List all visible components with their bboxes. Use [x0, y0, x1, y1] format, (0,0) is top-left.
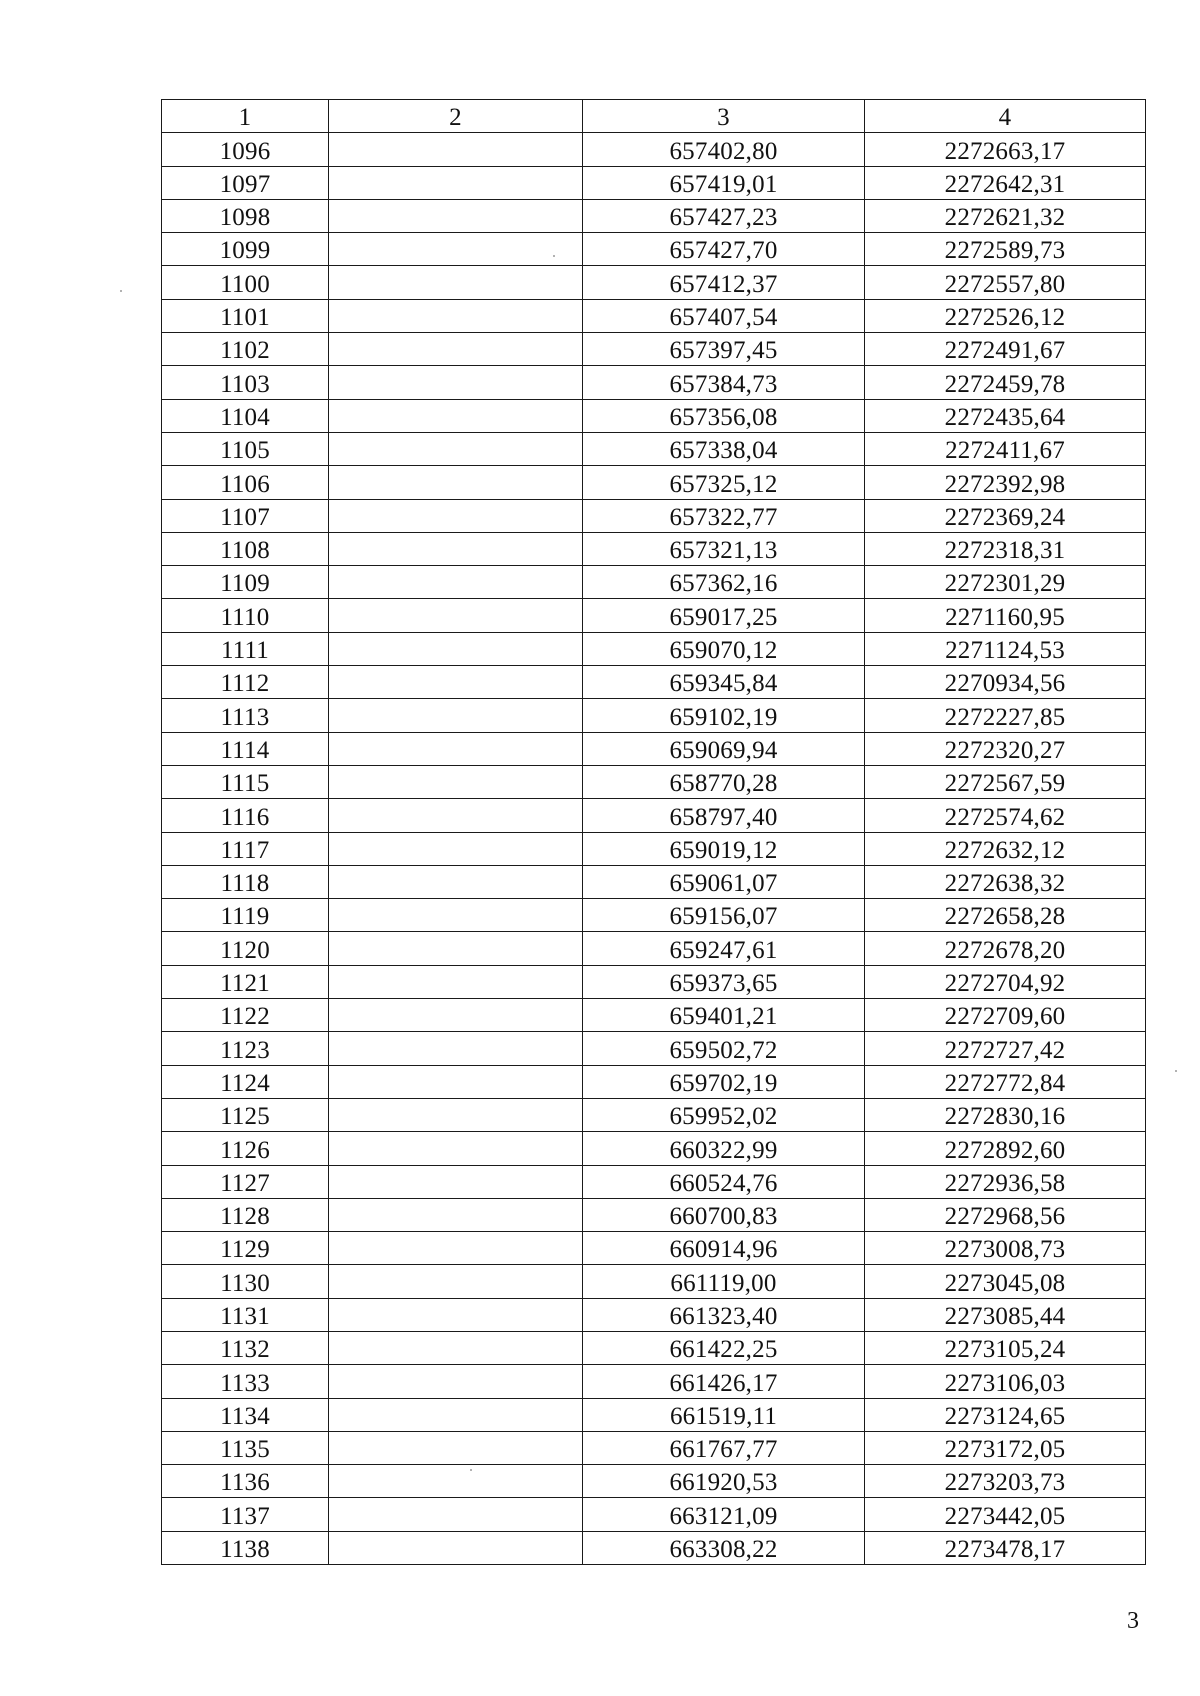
table-row [162, 1398, 1146, 1431]
x-coordinate-cell: 663121,09 [583, 1498, 865, 1531]
table-row [162, 1098, 1146, 1131]
scan-speck [1175, 1070, 1177, 1072]
scan-speck [120, 290, 122, 292]
point-number-cell: 1110 [162, 599, 329, 632]
empty-cell [329, 865, 583, 898]
table-row [162, 1265, 1146, 1298]
x-coordinate-cell: 661426,17 [583, 1365, 865, 1398]
empty-cell [329, 832, 583, 865]
empty-cell [329, 799, 583, 832]
x-coordinate-cell: 657321,13 [583, 532, 865, 565]
x-coordinate-cell: 657384,73 [583, 366, 865, 399]
table-row [162, 532, 1146, 565]
point-number-cell: 1132 [162, 1331, 329, 1364]
point-number-cell: 1133 [162, 1365, 329, 1398]
empty-cell [329, 699, 583, 732]
point-number-cell: 1127 [162, 1165, 329, 1198]
y-coordinate-cell: 2272227,85 [865, 699, 1146, 732]
empty-cell [329, 1198, 583, 1231]
table-row [162, 765, 1146, 798]
empty-cell [329, 532, 583, 565]
x-coordinate-cell: 657362,16 [583, 566, 865, 599]
point-number-cell: 1103 [162, 366, 329, 399]
empty-cell [329, 1331, 583, 1364]
table-row [162, 965, 1146, 998]
x-coordinate-cell: 657322,77 [583, 499, 865, 532]
scan-speck [470, 1469, 472, 1471]
point-number-cell: 1108 [162, 532, 329, 565]
y-coordinate-cell: 2273203,73 [865, 1465, 1146, 1498]
point-number-cell: 1125 [162, 1098, 329, 1131]
table-row [162, 1298, 1146, 1331]
x-coordinate-cell: 660524,76 [583, 1165, 865, 1198]
y-coordinate-cell: 2272318,31 [865, 532, 1146, 565]
x-coordinate-cell: 659502,72 [583, 1032, 865, 1065]
y-coordinate-cell: 2272772,84 [865, 1065, 1146, 1098]
point-number-cell: 1128 [162, 1198, 329, 1231]
point-number-cell: 1104 [162, 399, 329, 432]
point-number-cell: 1107 [162, 499, 329, 532]
x-coordinate-cell: 661920,53 [583, 1465, 865, 1498]
x-coordinate-cell: 660914,96 [583, 1232, 865, 1265]
x-coordinate-cell: 659702,19 [583, 1065, 865, 1098]
x-coordinate-cell: 657419,01 [583, 166, 865, 199]
x-coordinate-cell: 657325,12 [583, 466, 865, 499]
table-row [162, 199, 1146, 232]
y-coordinate-cell: 2272678,20 [865, 932, 1146, 965]
header-cell-1: 1 [162, 100, 329, 133]
x-coordinate-cell: 661422,25 [583, 1331, 865, 1364]
y-coordinate-cell: 2273124,65 [865, 1398, 1146, 1431]
x-coordinate-cell: 659952,02 [583, 1098, 865, 1131]
y-coordinate-cell: 2272557,80 [865, 266, 1146, 299]
y-coordinate-cell: 2273008,73 [865, 1232, 1146, 1265]
y-coordinate-cell: 2272968,56 [865, 1198, 1146, 1231]
y-coordinate-cell: 2272526,12 [865, 299, 1146, 332]
empty-cell [329, 1065, 583, 1098]
table-row [162, 266, 1146, 299]
point-number-cell: 1119 [162, 899, 329, 932]
x-coordinate-cell: 658797,40 [583, 799, 865, 832]
y-coordinate-cell: 2272589,73 [865, 233, 1146, 266]
empty-cell [329, 499, 583, 532]
y-coordinate-cell: 2272491,67 [865, 333, 1146, 366]
x-coordinate-cell: 659102,19 [583, 699, 865, 732]
point-number-cell: 1121 [162, 965, 329, 998]
table-row [162, 399, 1146, 432]
point-number-cell: 1137 [162, 1498, 329, 1531]
table-row [162, 1132, 1146, 1165]
x-coordinate-cell: 657338,04 [583, 432, 865, 465]
scan-speck [553, 255, 555, 257]
empty-cell [329, 1398, 583, 1431]
table-row [162, 932, 1146, 965]
y-coordinate-cell: 2270934,56 [865, 666, 1146, 699]
x-coordinate-cell: 659373,65 [583, 965, 865, 998]
x-coordinate-cell: 659156,07 [583, 899, 865, 932]
point-number-cell: 1111 [162, 632, 329, 665]
table-row [162, 366, 1146, 399]
y-coordinate-cell: 2273105,24 [865, 1331, 1146, 1364]
point-number-cell: 1123 [162, 1032, 329, 1065]
point-number-cell: 1117 [162, 832, 329, 865]
y-coordinate-cell: 2273172,05 [865, 1431, 1146, 1464]
empty-cell [329, 133, 583, 166]
empty-cell [329, 632, 583, 665]
empty-cell [329, 399, 583, 432]
header-cell-2: 2 [329, 100, 583, 133]
table-row [162, 1232, 1146, 1265]
y-coordinate-cell: 2272301,29 [865, 566, 1146, 599]
x-coordinate-cell: 659017,25 [583, 599, 865, 632]
table-row [162, 799, 1146, 832]
x-coordinate-cell: 659345,84 [583, 666, 865, 699]
y-coordinate-cell: 2273478,17 [865, 1531, 1146, 1564]
y-coordinate-cell: 2272435,64 [865, 399, 1146, 432]
y-coordinate-cell: 2272621,32 [865, 199, 1146, 232]
empty-cell [329, 1365, 583, 1398]
x-coordinate-cell: 659061,07 [583, 865, 865, 898]
empty-cell [329, 466, 583, 499]
table-row [162, 666, 1146, 699]
table-row [162, 1331, 1146, 1364]
point-number-cell: 1135 [162, 1431, 329, 1464]
table-row [162, 133, 1146, 166]
y-coordinate-cell: 2272830,16 [865, 1098, 1146, 1131]
x-coordinate-cell: 659070,12 [583, 632, 865, 665]
table-row [162, 1498, 1146, 1531]
table-row [162, 899, 1146, 932]
x-coordinate-cell: 661119,00 [583, 1265, 865, 1298]
point-number-cell: 1102 [162, 333, 329, 366]
y-coordinate-cell: 2272567,59 [865, 765, 1146, 798]
y-coordinate-cell: 2272638,32 [865, 865, 1146, 898]
table-row [162, 233, 1146, 266]
table-row [162, 832, 1146, 865]
y-coordinate-cell: 2273106,03 [865, 1365, 1146, 1398]
y-coordinate-cell: 2272892,60 [865, 1132, 1146, 1165]
empty-cell [329, 899, 583, 932]
point-number-cell: 1122 [162, 999, 329, 1032]
point-number-cell: 1116 [162, 799, 329, 832]
table-row [162, 699, 1146, 732]
point-number-cell: 1101 [162, 299, 329, 332]
point-number-cell: 1100 [162, 266, 329, 299]
empty-cell [329, 999, 583, 1032]
point-number-cell: 1097 [162, 166, 329, 199]
empty-cell [329, 166, 583, 199]
empty-cell [329, 1165, 583, 1198]
table-row [162, 1165, 1146, 1198]
y-coordinate-cell: 2273085,44 [865, 1298, 1146, 1331]
empty-cell [329, 1431, 583, 1464]
y-coordinate-cell: 2272369,24 [865, 499, 1146, 532]
y-coordinate-cell: 2272704,92 [865, 965, 1146, 998]
empty-cell [329, 1032, 583, 1065]
point-number-cell: 1138 [162, 1531, 329, 1564]
empty-cell [329, 765, 583, 798]
point-number-cell: 1126 [162, 1132, 329, 1165]
point-number-cell: 1113 [162, 699, 329, 732]
x-coordinate-cell: 659401,21 [583, 999, 865, 1032]
table-row [162, 1198, 1146, 1231]
point-number-cell: 1120 [162, 932, 329, 965]
table-row [162, 299, 1146, 332]
table-row [162, 566, 1146, 599]
x-coordinate-cell: 657412,37 [583, 266, 865, 299]
point-number-cell: 1105 [162, 432, 329, 465]
point-number-cell: 1099 [162, 233, 329, 266]
point-number-cell: 1096 [162, 133, 329, 166]
x-coordinate-cell: 659069,94 [583, 732, 865, 765]
table-row [162, 466, 1146, 499]
empty-cell [329, 599, 583, 632]
header-cell-4: 4 [865, 100, 1146, 133]
table-row [162, 732, 1146, 765]
coordinates-table [161, 99, 1146, 1565]
empty-cell [329, 666, 583, 699]
empty-cell [329, 1465, 583, 1498]
point-number-cell: 1112 [162, 666, 329, 699]
table-row [162, 166, 1146, 199]
x-coordinate-cell: 657402,80 [583, 133, 865, 166]
x-coordinate-cell: 661767,77 [583, 1431, 865, 1464]
table-row [162, 333, 1146, 366]
point-number-cell: 1131 [162, 1298, 329, 1331]
x-coordinate-cell: 659019,12 [583, 832, 865, 865]
x-coordinate-cell: 661323,40 [583, 1298, 865, 1331]
empty-cell [329, 932, 583, 965]
table-row [162, 1032, 1146, 1065]
x-coordinate-cell: 660322,99 [583, 1132, 865, 1165]
point-number-cell: 1098 [162, 199, 329, 232]
empty-cell [329, 366, 583, 399]
x-coordinate-cell: 658770,28 [583, 765, 865, 798]
table-row [162, 999, 1146, 1032]
y-coordinate-cell: 2271160,95 [865, 599, 1146, 632]
point-number-cell: 1134 [162, 1398, 329, 1431]
empty-cell [329, 233, 583, 266]
table-row [162, 1365, 1146, 1398]
x-coordinate-cell: 657397,45 [583, 333, 865, 366]
y-coordinate-cell: 2272574,62 [865, 799, 1146, 832]
empty-cell [329, 432, 583, 465]
y-coordinate-cell: 2271124,53 [865, 632, 1146, 665]
point-number-cell: 1115 [162, 765, 329, 798]
y-coordinate-cell: 2272663,17 [865, 133, 1146, 166]
y-coordinate-cell: 2273045,08 [865, 1265, 1146, 1298]
table-row [162, 1531, 1146, 1564]
page-number: 3 [1127, 1608, 1139, 1634]
y-coordinate-cell: 2272642,31 [865, 166, 1146, 199]
y-coordinate-cell: 2272727,42 [865, 1032, 1146, 1065]
header-row [162, 100, 1146, 133]
point-number-cell: 1106 [162, 466, 329, 499]
x-coordinate-cell: 661519,11 [583, 1398, 865, 1431]
empty-cell [329, 1232, 583, 1265]
point-number-cell: 1114 [162, 732, 329, 765]
y-coordinate-cell: 2272411,67 [865, 432, 1146, 465]
x-coordinate-cell: 657427,23 [583, 199, 865, 232]
x-coordinate-cell: 657407,54 [583, 299, 865, 332]
y-coordinate-cell: 2272658,28 [865, 899, 1146, 932]
empty-cell [329, 199, 583, 232]
x-coordinate-cell: 663308,22 [583, 1531, 865, 1564]
empty-cell [329, 1531, 583, 1564]
empty-cell [329, 965, 583, 998]
empty-cell [329, 1098, 583, 1131]
empty-cell [329, 299, 583, 332]
header-cell-3: 3 [583, 100, 865, 133]
y-coordinate-cell: 2272936,58 [865, 1165, 1146, 1198]
point-number-cell: 1130 [162, 1265, 329, 1298]
point-number-cell: 1129 [162, 1232, 329, 1265]
empty-cell [329, 266, 583, 299]
x-coordinate-cell: 657427,70 [583, 233, 865, 266]
empty-cell [329, 1132, 583, 1165]
table-row [162, 1065, 1146, 1098]
table-row [162, 499, 1146, 532]
point-number-cell: 1136 [162, 1465, 329, 1498]
empty-cell [329, 1265, 583, 1298]
point-number-cell: 1118 [162, 865, 329, 898]
empty-cell [329, 1298, 583, 1331]
empty-cell [329, 732, 583, 765]
y-coordinate-cell: 2272709,60 [865, 999, 1146, 1032]
point-number-cell: 1109 [162, 566, 329, 599]
y-coordinate-cell: 2272392,98 [865, 466, 1146, 499]
table-row [162, 1465, 1146, 1498]
y-coordinate-cell: 2272459,78 [865, 366, 1146, 399]
y-coordinate-cell: 2272632,12 [865, 832, 1146, 865]
x-coordinate-cell: 659247,61 [583, 932, 865, 965]
table-row [162, 865, 1146, 898]
empty-cell [329, 566, 583, 599]
x-coordinate-cell: 657356,08 [583, 399, 865, 432]
y-coordinate-cell: 2272320,27 [865, 732, 1146, 765]
empty-cell [329, 333, 583, 366]
table-body [162, 133, 1146, 1565]
empty-cell [329, 1498, 583, 1531]
y-coordinate-cell: 2273442,05 [865, 1498, 1146, 1531]
table-row [162, 632, 1146, 665]
x-coordinate-cell: 660700,83 [583, 1198, 865, 1231]
table-row [162, 599, 1146, 632]
table-row [162, 1431, 1146, 1464]
point-number-cell: 1124 [162, 1065, 329, 1098]
table-row [162, 432, 1146, 465]
table-header [162, 100, 1146, 133]
